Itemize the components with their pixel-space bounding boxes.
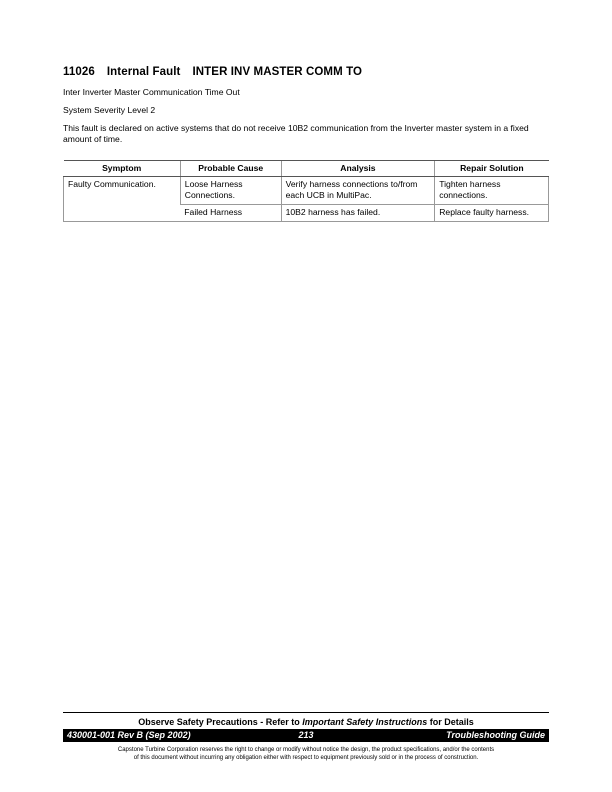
fault-description: Inter Inverter Master Communication Time Out	[63, 87, 240, 97]
header-probable-cause: Probable Cause	[180, 161, 281, 177]
troubleshooting-table	[63, 160, 549, 222]
cell-cause: Failed Harness	[180, 205, 281, 222]
cell-solution: Replace faulty harness.	[435, 205, 549, 222]
legal-line-2: of this document without incurring any obligation either with respect to equipment previously sold or in the process of construction.	[133, 755, 479, 761]
fault-code: 11026	[63, 66, 95, 78]
fault-detail: This fault is declared on active systems that do not receive 10B2 communication from the Inverter master system in a fixed amount of time.	[63, 123, 529, 144]
guide-title: Troubleshooting Guide	[446, 730, 545, 740]
cell-analysis: Verify harness connections to/from each UCB in MultiPac.	[281, 177, 435, 205]
cell-solution: Tighten harness connections.	[435, 177, 549, 205]
legal-line-1: Capstone Turbine Corporation reserves the right to change or modify without notice the design, the product specifications, and/or the contents	[117, 747, 495, 753]
cell-cause: Loose Harness Connections.	[180, 177, 281, 205]
cell-symptom: Faulty Communication.	[64, 177, 181, 222]
table-row	[64, 177, 549, 205]
fault-severity: System Severity Level 2	[63, 105, 156, 115]
warning-text-emphasis: Important Safety Instructions	[302, 717, 428, 727]
header-repair-solution: Repair Solution	[435, 161, 549, 177]
page-content	[63, 66, 549, 222]
footer-bar	[63, 729, 549, 742]
header-symptom: Symptom	[64, 161, 181, 177]
page-number: 213	[298, 730, 314, 740]
document-id: 430001-001 Rev B (Sep 2002)	[67, 730, 191, 740]
cell-analysis: 10B2 harness has failed.	[281, 205, 435, 222]
warning-text-pre: Observe Safety Precautions - Refer to	[138, 717, 303, 727]
fault-name: INTER INV MASTER COMM TO	[192, 66, 363, 78]
legal-notice	[63, 746, 549, 762]
header-analysis: Analysis	[281, 161, 435, 177]
warning-text-post: for Details	[427, 717, 474, 727]
table-header-row	[64, 161, 549, 177]
safety-warning	[63, 712, 549, 727]
fault-heading	[63, 66, 549, 78]
fault-kind: Internal Fault	[106, 66, 181, 78]
